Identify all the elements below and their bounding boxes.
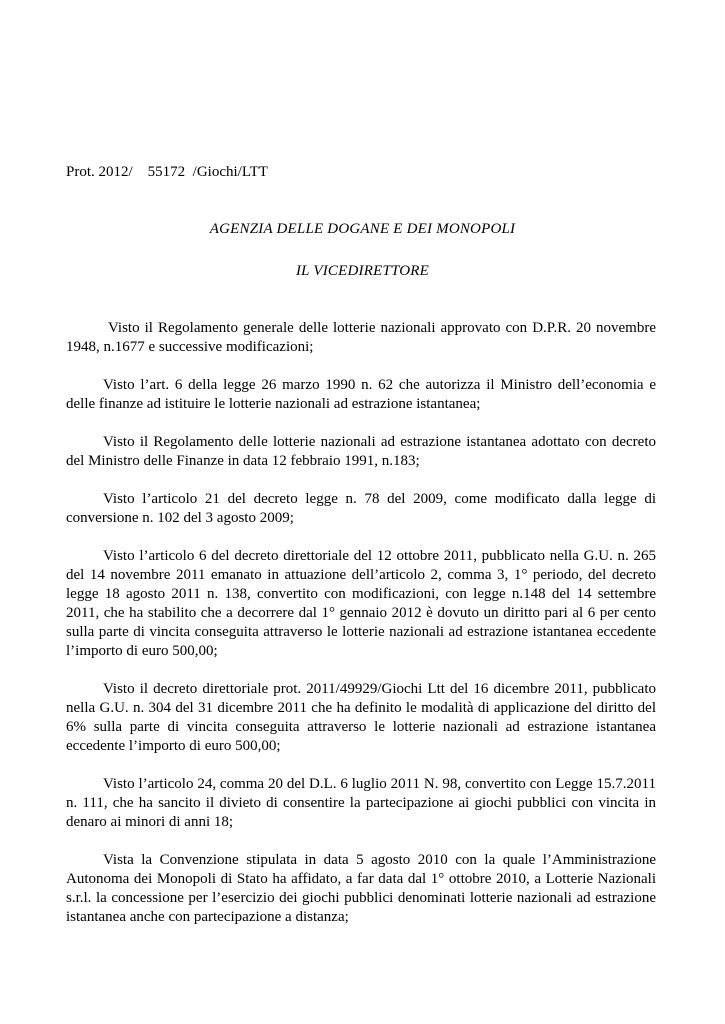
paragraph-articolo21: Visto l’articolo 21 del decreto legge n. 78 del 2009, come modificato dalla legge di conversione n. 102 del 3 agosto 2009; [66, 491, 656, 526]
paragraph-articolo6-decreto: Visto l’articolo 6 del decreto direttoriale del 12 ottobre 2011, pubblicato nella G.U. n. 265 del 14 novembre 2011 emanato in attuazione dell’articolo 2, comma 3, 1° periodo, del decreto legge 18 agosto 2011 n. 138, convertito con modificazioni, con legge n.148 del 14 settembre 2011, che ha stabilito che a decorrere dal 1° gennaio 2012 è dovuto un diritto pari al 6 per cento sulla parte di vincita conseguita attraverso le lotterie nazionali ad estrazione istantanea eccedente l’importo di euro 500,00; [66, 548, 656, 659]
paragraph-convenzione: Vista la Convenzione stipulata in data 5 agosto 2010 con la quale l’Amministrazione Autonoma dei Monopoli di Stato ha affidato, a far data dal 1° ottobre 2010, a Lotterie Nazionali s.r.l. la concessione per l’esercizio dei giochi pubblici denominati lotterie nazionali ad estrazione istantanea anche con partecipazione a distanza; [66, 852, 656, 925]
agency-title: AGENZIA DELLE DOGANE E DEI MONOPOLI [209, 221, 516, 237]
paragraph-regolamento-generale: Visto il Regolamento generale delle lotterie nazionali approvato con D.P.R. 20 novembre 1948, n.1677 e successive modificazioni; [66, 320, 656, 355]
role-title: IL VICEDIRETTORE [295, 263, 430, 279]
paragraph-regolamento-lotterie: Visto il Regolamento delle lotterie nazionali ad estrazione istantanea adottato con decreto del Ministro delle Finanze in data 12 febbraio 1991, n.183; [66, 434, 656, 469]
paragraph-articolo24: Visto l’articolo 24, comma 20 del D.L. 6 luglio 2011 N. 98, convertito con Legge 15.7.2011 n. 111, che ha sancito il divieto di consentire la partecipazione ai giochi pubblici con vincita in denaro ai minori di anni 18; [66, 776, 656, 830]
paragraph-decreto-direttoriale: Visto il decreto direttoriale prot. 2011/49929/Giochi Ltt del 16 dicembre 2011, pubblicato nella G.U. n. 304 del 31 dicembre 2011 che ha definito le modalità di applicazione del diritto del 6% sulla parte di vincita conseguita attraverso le lotterie nazionali ad estrazione istantanea eccedente l’importo di euro 500,00; [66, 681, 656, 754]
paragraph-art6-legge: Visto l’art. 6 della legge 26 marzo 1990 n. 62 che autorizza il Ministro dell’economia e delle finanze ad istituire le lotterie nazionali ad estrazione istantanea; [66, 377, 656, 412]
document-body [66, 319, 656, 946]
protocol-number: Prot. 2012/ 55172 /Giochi/LTT [66, 164, 268, 180]
